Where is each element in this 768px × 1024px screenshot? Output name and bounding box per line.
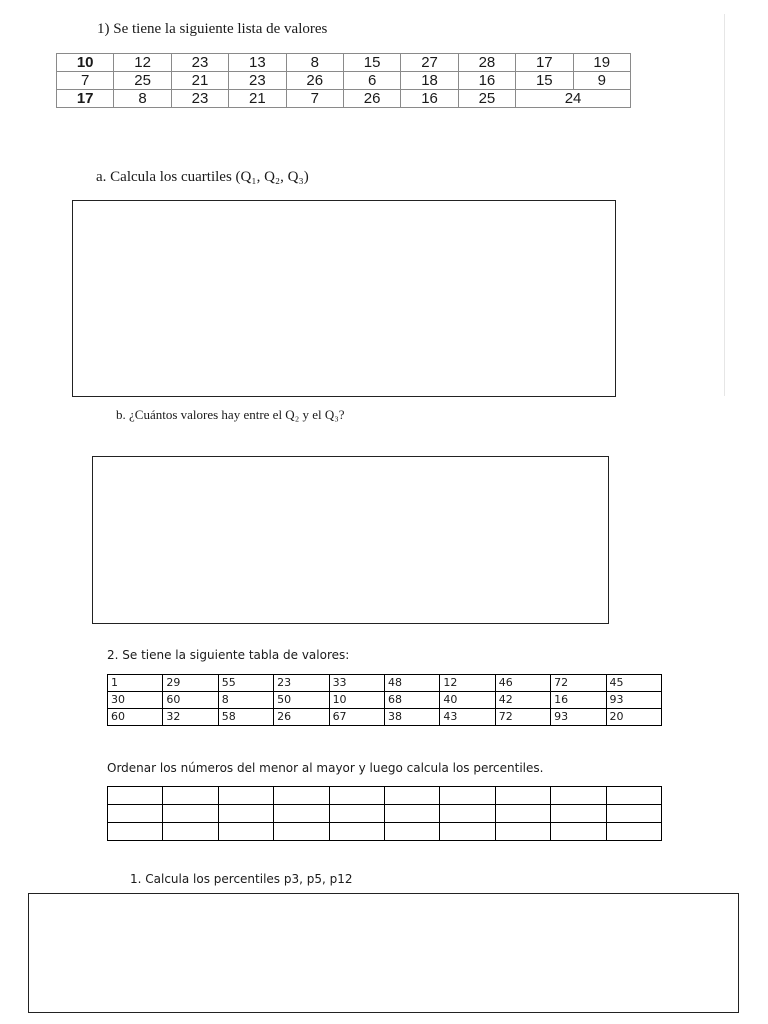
table-cell: 16 [458, 72, 515, 90]
table-cell: 46 [495, 675, 550, 692]
empty-cell[interactable] [218, 805, 273, 823]
empty-cell[interactable] [274, 787, 329, 805]
table-row [108, 823, 662, 841]
percentiles-prompt: 1. Calcula los percentiles p3, p5, p12 [130, 872, 353, 886]
table-cell: 60 [163, 692, 218, 709]
table-cell: 21 [229, 90, 286, 108]
part-a-prompt: a. Calcula los cuartiles (Q₁, Q₂, Q₃) [96, 169, 309, 185]
table-cell: 17 [57, 90, 114, 108]
table-cell: 21 [171, 72, 228, 90]
table-cell: 40 [440, 692, 495, 709]
table-cell: 16 [401, 90, 458, 108]
empty-cell[interactable] [108, 823, 163, 841]
table-cell: 29 [163, 675, 218, 692]
part-b-prompt: b. ¿Cuántos valores hay entre el Q₂ y el Q₃? [116, 407, 345, 422]
table-row [108, 675, 662, 692]
empty-cell[interactable] [551, 787, 606, 805]
table-cell: 13 [229, 54, 286, 72]
table-cell: 50 [274, 692, 329, 709]
table-cell: 68 [384, 692, 439, 709]
empty-cell[interactable] [108, 805, 163, 823]
table-row [108, 805, 662, 823]
table-cell: 24 [516, 90, 631, 108]
answer-box-b[interactable] [92, 456, 609, 624]
empty-cell[interactable] [606, 823, 661, 841]
table-cell: 9 [573, 72, 630, 90]
table-cell: 8 [218, 692, 273, 709]
empty-ordering-table[interactable] [107, 786, 662, 841]
table-row [108, 787, 662, 805]
empty-cell[interactable] [440, 787, 495, 805]
empty-cell[interactable] [440, 805, 495, 823]
table-cell: 27 [401, 54, 458, 72]
empty-cell[interactable] [218, 787, 273, 805]
table-cell: 43 [440, 709, 495, 726]
table-row [108, 709, 662, 726]
table-cell: 10 [57, 54, 114, 72]
question-1-title: 1) Se tiene la siguiente lista de valores [97, 21, 328, 37]
table-cell: 23 [274, 675, 329, 692]
table-cell: 26 [343, 90, 400, 108]
table-cell: 23 [171, 54, 228, 72]
table-cell: 28 [458, 54, 515, 72]
empty-cell[interactable] [274, 805, 329, 823]
values-table-1 [56, 53, 631, 108]
table-cell: 10 [329, 692, 384, 709]
empty-cell[interactable] [384, 805, 439, 823]
table-cell: 16 [551, 692, 606, 709]
values-table-2 [107, 674, 662, 726]
table-cell: 25 [458, 90, 515, 108]
empty-cell[interactable] [163, 805, 218, 823]
page-edge-line [724, 14, 725, 396]
empty-cell[interactable] [329, 805, 384, 823]
table-cell: 6 [343, 72, 400, 90]
table-cell: 55 [218, 675, 273, 692]
empty-cell[interactable] [495, 787, 550, 805]
table-row [57, 54, 631, 72]
empty-cell[interactable] [384, 823, 439, 841]
table-cell: 17 [516, 54, 573, 72]
empty-cell[interactable] [108, 787, 163, 805]
table-cell: 25 [114, 72, 171, 90]
table-cell: 15 [516, 72, 573, 90]
empty-cell[interactable] [274, 823, 329, 841]
empty-cell[interactable] [606, 805, 661, 823]
table-cell: 8 [114, 90, 171, 108]
table-cell: 15 [343, 54, 400, 72]
table-cell: 32 [163, 709, 218, 726]
table-cell: 45 [606, 675, 661, 692]
question-2-title: 2. Se tiene la siguiente tabla de valores: [107, 648, 350, 662]
table-cell: 33 [329, 675, 384, 692]
table-row [57, 90, 631, 108]
table-cell: 7 [286, 90, 343, 108]
table-cell: 30 [108, 692, 163, 709]
table-cell: 48 [384, 675, 439, 692]
table-cell: 1 [108, 675, 163, 692]
table-cell: 23 [229, 72, 286, 90]
table-cell: 12 [440, 675, 495, 692]
empty-cell[interactable] [329, 787, 384, 805]
answer-box-a[interactable] [72, 200, 616, 397]
table-cell: 23 [171, 90, 228, 108]
table-cell: 60 [108, 709, 163, 726]
empty-cell[interactable] [384, 787, 439, 805]
table-cell: 26 [274, 709, 329, 726]
table-cell: 72 [495, 709, 550, 726]
ordering-instruction: Ordenar los números del menor al mayor y luego calcula los percentiles. [107, 761, 544, 775]
table-cell: 93 [606, 692, 661, 709]
empty-cell[interactable] [440, 823, 495, 841]
empty-cell[interactable] [495, 823, 550, 841]
empty-cell[interactable] [163, 823, 218, 841]
table-cell: 42 [495, 692, 550, 709]
table-row [57, 72, 631, 90]
empty-cell[interactable] [163, 787, 218, 805]
table-cell: 72 [551, 675, 606, 692]
empty-cell[interactable] [606, 787, 661, 805]
table-cell: 12 [114, 54, 171, 72]
table-cell: 26 [286, 72, 343, 90]
table-cell: 93 [551, 709, 606, 726]
table-cell: 20 [606, 709, 661, 726]
empty-cell[interactable] [329, 823, 384, 841]
table-cell: 19 [573, 54, 630, 72]
empty-cell[interactable] [218, 823, 273, 841]
table-cell: 38 [384, 709, 439, 726]
table-cell: 67 [329, 709, 384, 726]
table-cell: 58 [218, 709, 273, 726]
answer-box-percentiles[interactable] [28, 893, 739, 1013]
table-row [108, 692, 662, 709]
table-cell: 7 [57, 72, 114, 90]
empty-cell[interactable] [551, 823, 606, 841]
table-cell: 18 [401, 72, 458, 90]
table-cell: 8 [286, 54, 343, 72]
empty-cell[interactable] [551, 805, 606, 823]
empty-cell[interactable] [495, 805, 550, 823]
